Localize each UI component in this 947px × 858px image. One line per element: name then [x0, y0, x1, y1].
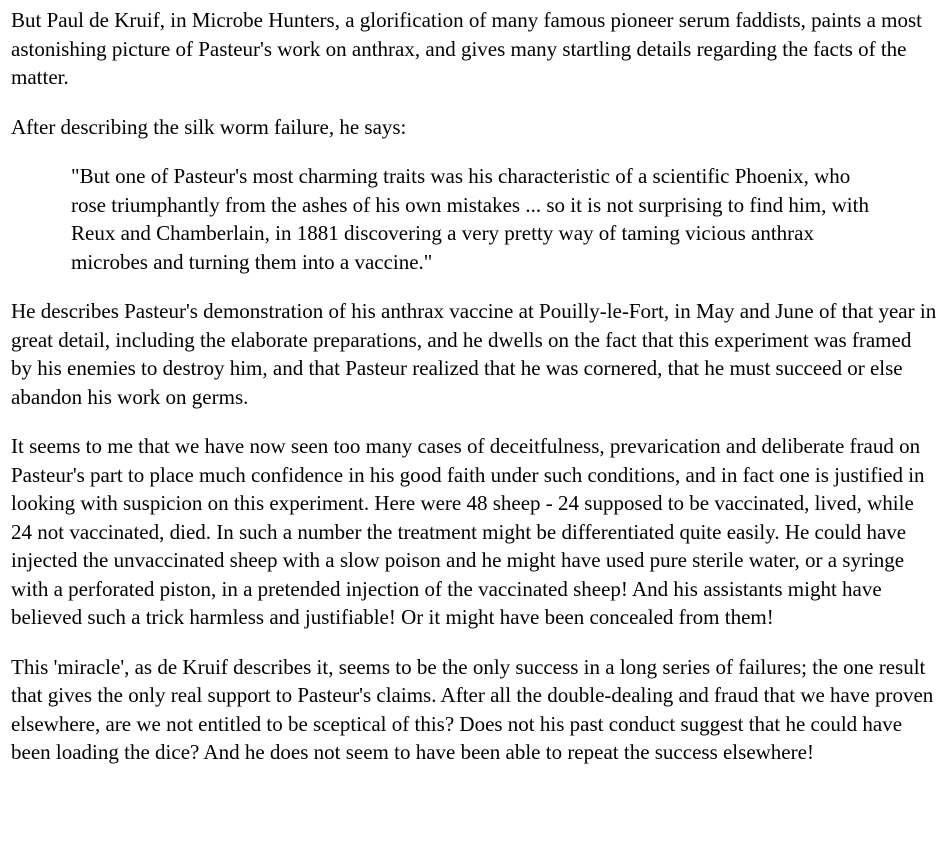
paragraph-demonstration: He describes Pasteur's demonstration of his anthrax vaccine at Pouilly-le-Fort, in May and June of that year in great detail, including the elaborate preparations, and he dwells on the fact that this experiment was framed by his enemies to destroy him, and that Pasteur realized that he was cornered, that he must succeed or else abandon his work on germs. [11, 299, 937, 409]
paragraph-silk-worm: After describing the silk worm failure, he says: [11, 114, 407, 139]
paragraph-intro: But Paul de Kruif, in Microbe Hunters, a glorification of many famous pioneer serum faddists, paints a most astonishing picture of Pasteur's work on anthrax, and gives many startling details regarding the facts of the matter. [11, 8, 922, 89]
document-body [0, 6, 947, 767]
block-quote: "But one of Pasteur's most charming traits was his characteristic of a scientific Phoenix, who rose triumphantly from the ashes of his own mistakes ... so it is not surprising to find him, with Reux and Chamberlain, in 1881 discovering a very pretty way of taming vicious anthrax microbes and turning them into a vaccine." [71, 164, 869, 274]
paragraph-fraud: It seems to me that we have now seen too many cases of deceitfulness, prevarication and deliberate fraud on Pasteur's part to place much confidence in his good faith under such conditions, and in fact one is justified in looking with suspicion on this experiment. Here were 48 sheep - 24 supposed to be vaccinated, lived, while 24 not vaccinated, died. In such a number the treatment might be differentiated quite easily. He could have injected the unvaccinated sheep with a slow poison and he might have used pure sterile water, or a syringe with a perforated piston, in a pretended injection of the vaccinated sheep! And his assistants might have believed such a trick harmless and justifiable! Or it might have been concealed from them! [11, 434, 925, 629]
paragraph-miracle: This 'miracle', as de Kruif describes it, seems to be the only success in a long series of failures; the one result that gives the only real support to Pasteur's claims. After all the double-dealing and fraud that we have proven elsewhere, are we not entitled to be sceptical of this? Does not his past conduct suggest that he could have been loading the dice? And he does not seem to have been able to repeat the success elsewhere! [11, 654, 934, 764]
